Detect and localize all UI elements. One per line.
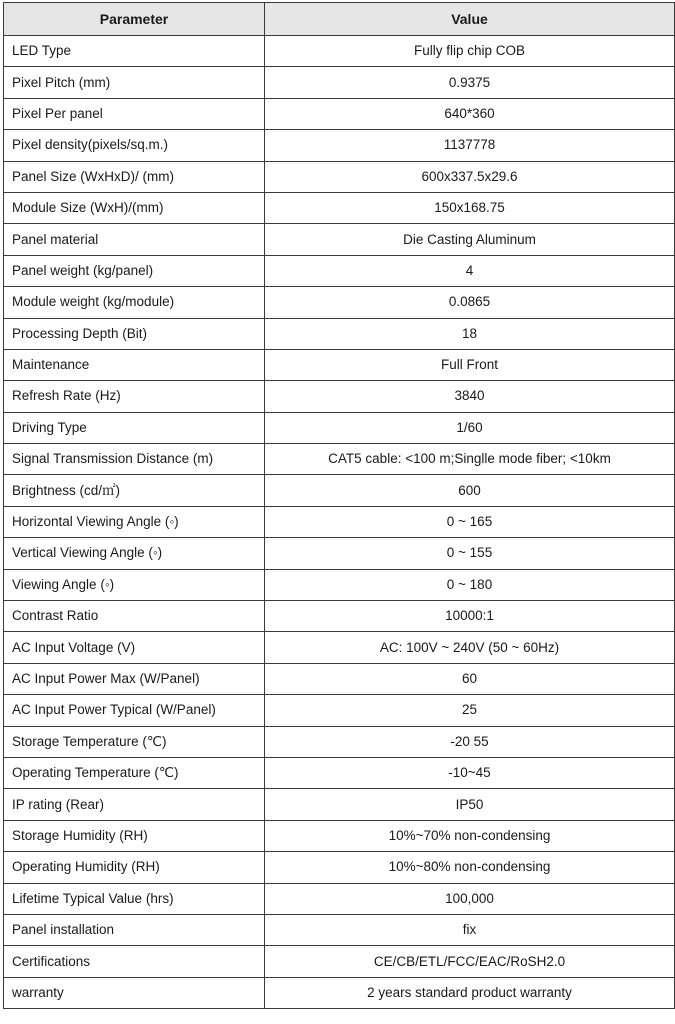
spec-table bbox=[3, 2, 675, 1009]
table-row bbox=[4, 757, 675, 788]
table-row bbox=[4, 977, 675, 1008]
row-parameter: Module Size (WxH)/(mm) bbox=[4, 192, 265, 223]
row-value: 18 bbox=[265, 318, 675, 349]
row-value: CE/CB/ETL/FCC/EAC/RoSH2.0 bbox=[265, 946, 675, 977]
row-value: 60 bbox=[265, 663, 675, 694]
table-row bbox=[4, 726, 675, 757]
row-parameter: Module weight (kg/module) bbox=[4, 287, 265, 318]
table-row bbox=[4, 914, 675, 945]
row-parameter: Pixel Per panel bbox=[4, 98, 265, 129]
row-value: 25 bbox=[265, 695, 675, 726]
row-value: CAT5 cable: <100 m;Singlle mode fiber; <10km bbox=[265, 444, 675, 475]
row-parameter: AC Input Power Max (W/Panel) bbox=[4, 663, 265, 694]
row-parameter: Horizontal Viewing Angle (◦) bbox=[4, 506, 265, 537]
table-row bbox=[4, 820, 675, 851]
row-value: 600 bbox=[265, 475, 675, 506]
row-parameter: Brightness (cd/㎡) bbox=[4, 475, 265, 506]
row-value: 600x337.5x29.6 bbox=[265, 161, 675, 192]
table-row bbox=[4, 318, 675, 349]
table-row bbox=[4, 161, 675, 192]
table-row bbox=[4, 475, 675, 506]
table-row bbox=[4, 381, 675, 412]
row-value: 10000:1 bbox=[265, 601, 675, 632]
table-row bbox=[4, 538, 675, 569]
table-row bbox=[4, 444, 675, 475]
row-value: AC: 100V ~ 240V (50 ~ 60Hz) bbox=[265, 632, 675, 663]
row-parameter: Panel installation bbox=[4, 914, 265, 945]
table-row bbox=[4, 192, 675, 223]
row-value: -10~45 bbox=[265, 757, 675, 788]
row-parameter: Panel Size (WxHxD)/ (mm) bbox=[4, 161, 265, 192]
table-row bbox=[4, 852, 675, 883]
row-parameter: Certifications bbox=[4, 946, 265, 977]
table-row bbox=[4, 569, 675, 600]
row-value: IP50 bbox=[265, 789, 675, 820]
row-parameter: Storage Humidity (RH) bbox=[4, 820, 265, 851]
table-row bbox=[4, 67, 675, 98]
row-value: 10%~80% non-condensing bbox=[265, 852, 675, 883]
row-parameter: Panel material bbox=[4, 224, 265, 255]
table-row bbox=[4, 98, 675, 129]
row-value: 0 ~ 155 bbox=[265, 538, 675, 569]
row-parameter: Viewing Angle (◦) bbox=[4, 569, 265, 600]
row-value: 640*360 bbox=[265, 98, 675, 129]
row-parameter: Operating Temperature (℃) bbox=[4, 757, 265, 788]
row-parameter: Lifetime Typical Value (hrs) bbox=[4, 883, 265, 914]
row-parameter: Contrast Ratio bbox=[4, 601, 265, 632]
row-parameter: Panel weight (kg/panel) bbox=[4, 255, 265, 286]
row-value: Fully flip chip COB bbox=[265, 36, 675, 67]
row-parameter: warranty bbox=[4, 977, 265, 1008]
table-row bbox=[4, 946, 675, 977]
row-value: 0.9375 bbox=[265, 67, 675, 98]
table-row bbox=[4, 601, 675, 632]
row-value: 0 ~ 180 bbox=[265, 569, 675, 600]
row-value: 2 years standard product warranty bbox=[265, 977, 675, 1008]
row-parameter: LED Type bbox=[4, 36, 265, 67]
table-row bbox=[4, 255, 675, 286]
row-value: 1137778 bbox=[265, 130, 675, 161]
row-parameter: AC Input Voltage (V) bbox=[4, 632, 265, 663]
table-row bbox=[4, 695, 675, 726]
row-parameter: Storage Temperature (℃) bbox=[4, 726, 265, 757]
table-row bbox=[4, 883, 675, 914]
table-header bbox=[4, 3, 675, 36]
row-value: 4 bbox=[265, 255, 675, 286]
row-value: 0.0865 bbox=[265, 287, 675, 318]
row-value: fix bbox=[265, 914, 675, 945]
row-parameter: Vertical Viewing Angle (◦) bbox=[4, 538, 265, 569]
row-parameter: Pixel density(pixels/sq.m.) bbox=[4, 130, 265, 161]
row-parameter: AC Input Power Typical (W/Panel) bbox=[4, 695, 265, 726]
row-parameter: IP rating (Rear) bbox=[4, 789, 265, 820]
header-value: Value bbox=[265, 3, 675, 36]
row-value: 100,000 bbox=[265, 883, 675, 914]
header-parameter: Parameter bbox=[4, 3, 265, 36]
row-parameter: Refresh Rate (Hz) bbox=[4, 381, 265, 412]
row-value: -20 55 bbox=[265, 726, 675, 757]
row-value: Full Front bbox=[265, 349, 675, 380]
table-row bbox=[4, 36, 675, 67]
table-row bbox=[4, 130, 675, 161]
row-parameter: Driving Type bbox=[4, 412, 265, 443]
table-body bbox=[4, 36, 675, 1009]
table-row bbox=[4, 506, 675, 537]
table-row bbox=[4, 412, 675, 443]
row-value: 150x168.75 bbox=[265, 192, 675, 223]
table-row bbox=[4, 287, 675, 318]
table-row bbox=[4, 349, 675, 380]
header-row bbox=[4, 3, 675, 36]
row-value: 3840 bbox=[265, 381, 675, 412]
row-value: 1/60 bbox=[265, 412, 675, 443]
table-row bbox=[4, 632, 675, 663]
table-row bbox=[4, 663, 675, 694]
table-row bbox=[4, 789, 675, 820]
table-row bbox=[4, 224, 675, 255]
row-parameter: Maintenance bbox=[4, 349, 265, 380]
row-parameter: Signal Transmission Distance (m) bbox=[4, 444, 265, 475]
row-parameter: Pixel Pitch (mm) bbox=[4, 67, 265, 98]
row-value: Die Casting Aluminum bbox=[265, 224, 675, 255]
row-parameter: Processing Depth (Bit) bbox=[4, 318, 265, 349]
row-value: 0 ~ 165 bbox=[265, 506, 675, 537]
row-value: 10%~70% non-condensing bbox=[265, 820, 675, 851]
row-parameter: Operating Humidity (RH) bbox=[4, 852, 265, 883]
